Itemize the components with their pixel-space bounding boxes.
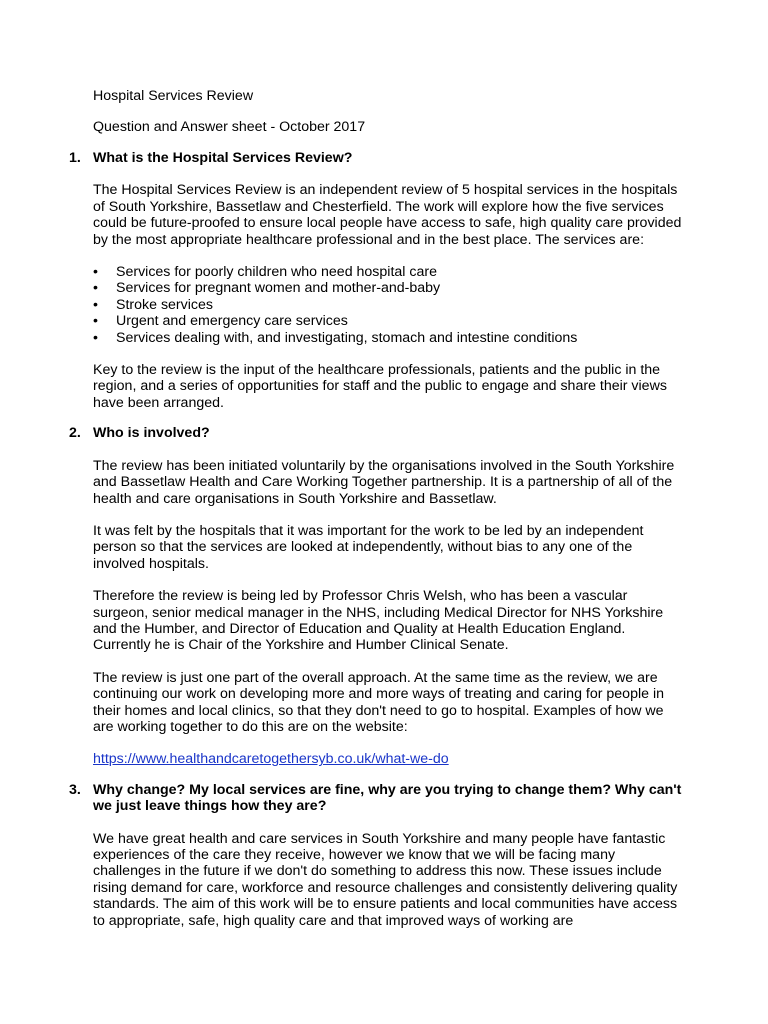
list-item-text: Services for poorly children who need hospital care	[116, 264, 437, 281]
bullet-icon: •	[93, 329, 98, 346]
question-section-2	[69, 425, 683, 768]
paragraph: We have great health and care services in South Yorkshire and many people have fantastic experiences of the care they receive, however we know that we will be facing many challenges in the future if we don't do something to address this now. These issues include rising demand for care, workforce and resource challenges and consistently delivering quality standards. The aim of this work will be to ensure patients and local communities have access to appropriate, safe, high quality care and that improved ways of working are	[93, 830, 678, 929]
paragraph: Therefore the review is being led by Professor Chris Welsh, who has been a vascular surgeon, senior medical manager in the NHS, including Medical Director for NHS Yorkshire and the Humber, and Director of Education and Quality at Health Education England. Currently he is Chair of the Yorkshire and Humber Clinical Senate.	[93, 588, 664, 654]
website-link[interactable]: https://www.healthandcaretogethersyb.co.uk/what-we-do	[93, 751, 449, 768]
paragraph: Key to the review is the input of the healthcare professionals, patients and the public in the region, and a series of opportunities for staff and the public to engage and share their views have been arranged.	[93, 362, 667, 411]
document-body	[69, 87, 683, 929]
bullet-icon: •	[93, 296, 98, 313]
list-item-text: Stroke services	[116, 296, 213, 313]
question-text: Why change? My local services are fine, why are you trying to change them? Why can't we just leave things how they are?	[93, 781, 682, 815]
question-section-1	[69, 150, 683, 411]
list-item-text: Urgent and emergency care services	[116, 313, 348, 330]
list-item	[93, 330, 683, 346]
question-heading-3	[69, 781, 683, 815]
paragraph: It was felt by the hospitals that it was important for the work to be led by an independent person so that the services are looked at independently, without bias to any one of the involved hospitals.	[93, 522, 644, 572]
list-item	[93, 297, 683, 313]
question-number: 1.	[69, 150, 81, 166]
paragraph: The review is just one part of the overall approach. At the same time as the review, we are continuing our work on developing more and more ways of treating and caring for people in their homes and local clinics, so that they don't need to go to hospital. Examples of how we are working together to do this are on the website:	[93, 669, 664, 735]
question-text: Who is involved?	[93, 425, 210, 442]
list-item	[93, 280, 683, 296]
list-item	[93, 264, 683, 280]
bullet-icon: •	[93, 313, 98, 330]
question-number: 2.	[69, 425, 81, 442]
bullet-icon: •	[93, 280, 98, 297]
document-title: Hospital Services Review	[93, 88, 254, 104]
list-item	[93, 313, 683, 329]
list-item-text: Services dealing with, and investigating, stomach and intestine conditions	[116, 329, 578, 346]
paragraph: The review has been initiated voluntarily by the organisations involved in the South Yorkshire and Bassetlaw Health and Care Working Together partnership. It is a partnership of all of the health and care organisations in South Yorkshire and Bassetlaw.	[93, 457, 675, 507]
services-list	[93, 264, 683, 346]
question-section-3	[69, 781, 683, 929]
bullet-icon: •	[93, 264, 98, 281]
list-item-text: Services for pregnant women and mother-and-baby	[116, 280, 441, 297]
paragraph: The Hospital Services Review is an independent review of 5 hospital services in the hospitals of South Yorkshire, Bassetlaw and Chesterfield. The work will explore how the five services could be future-proofed to ensure local people have access to safe, high quality care provided by the most appropriate healthcare professional and in the best place. The services are:	[93, 182, 682, 248]
document-subtitle: Question and Answer sheet - October 2017	[93, 119, 366, 135]
question-text: What is the Hospital Services Review?	[93, 150, 353, 166]
question-heading-2	[69, 425, 683, 442]
question-number: 3.	[69, 781, 81, 798]
question-heading-1	[69, 150, 683, 166]
website-link-paragraph	[93, 751, 683, 767]
